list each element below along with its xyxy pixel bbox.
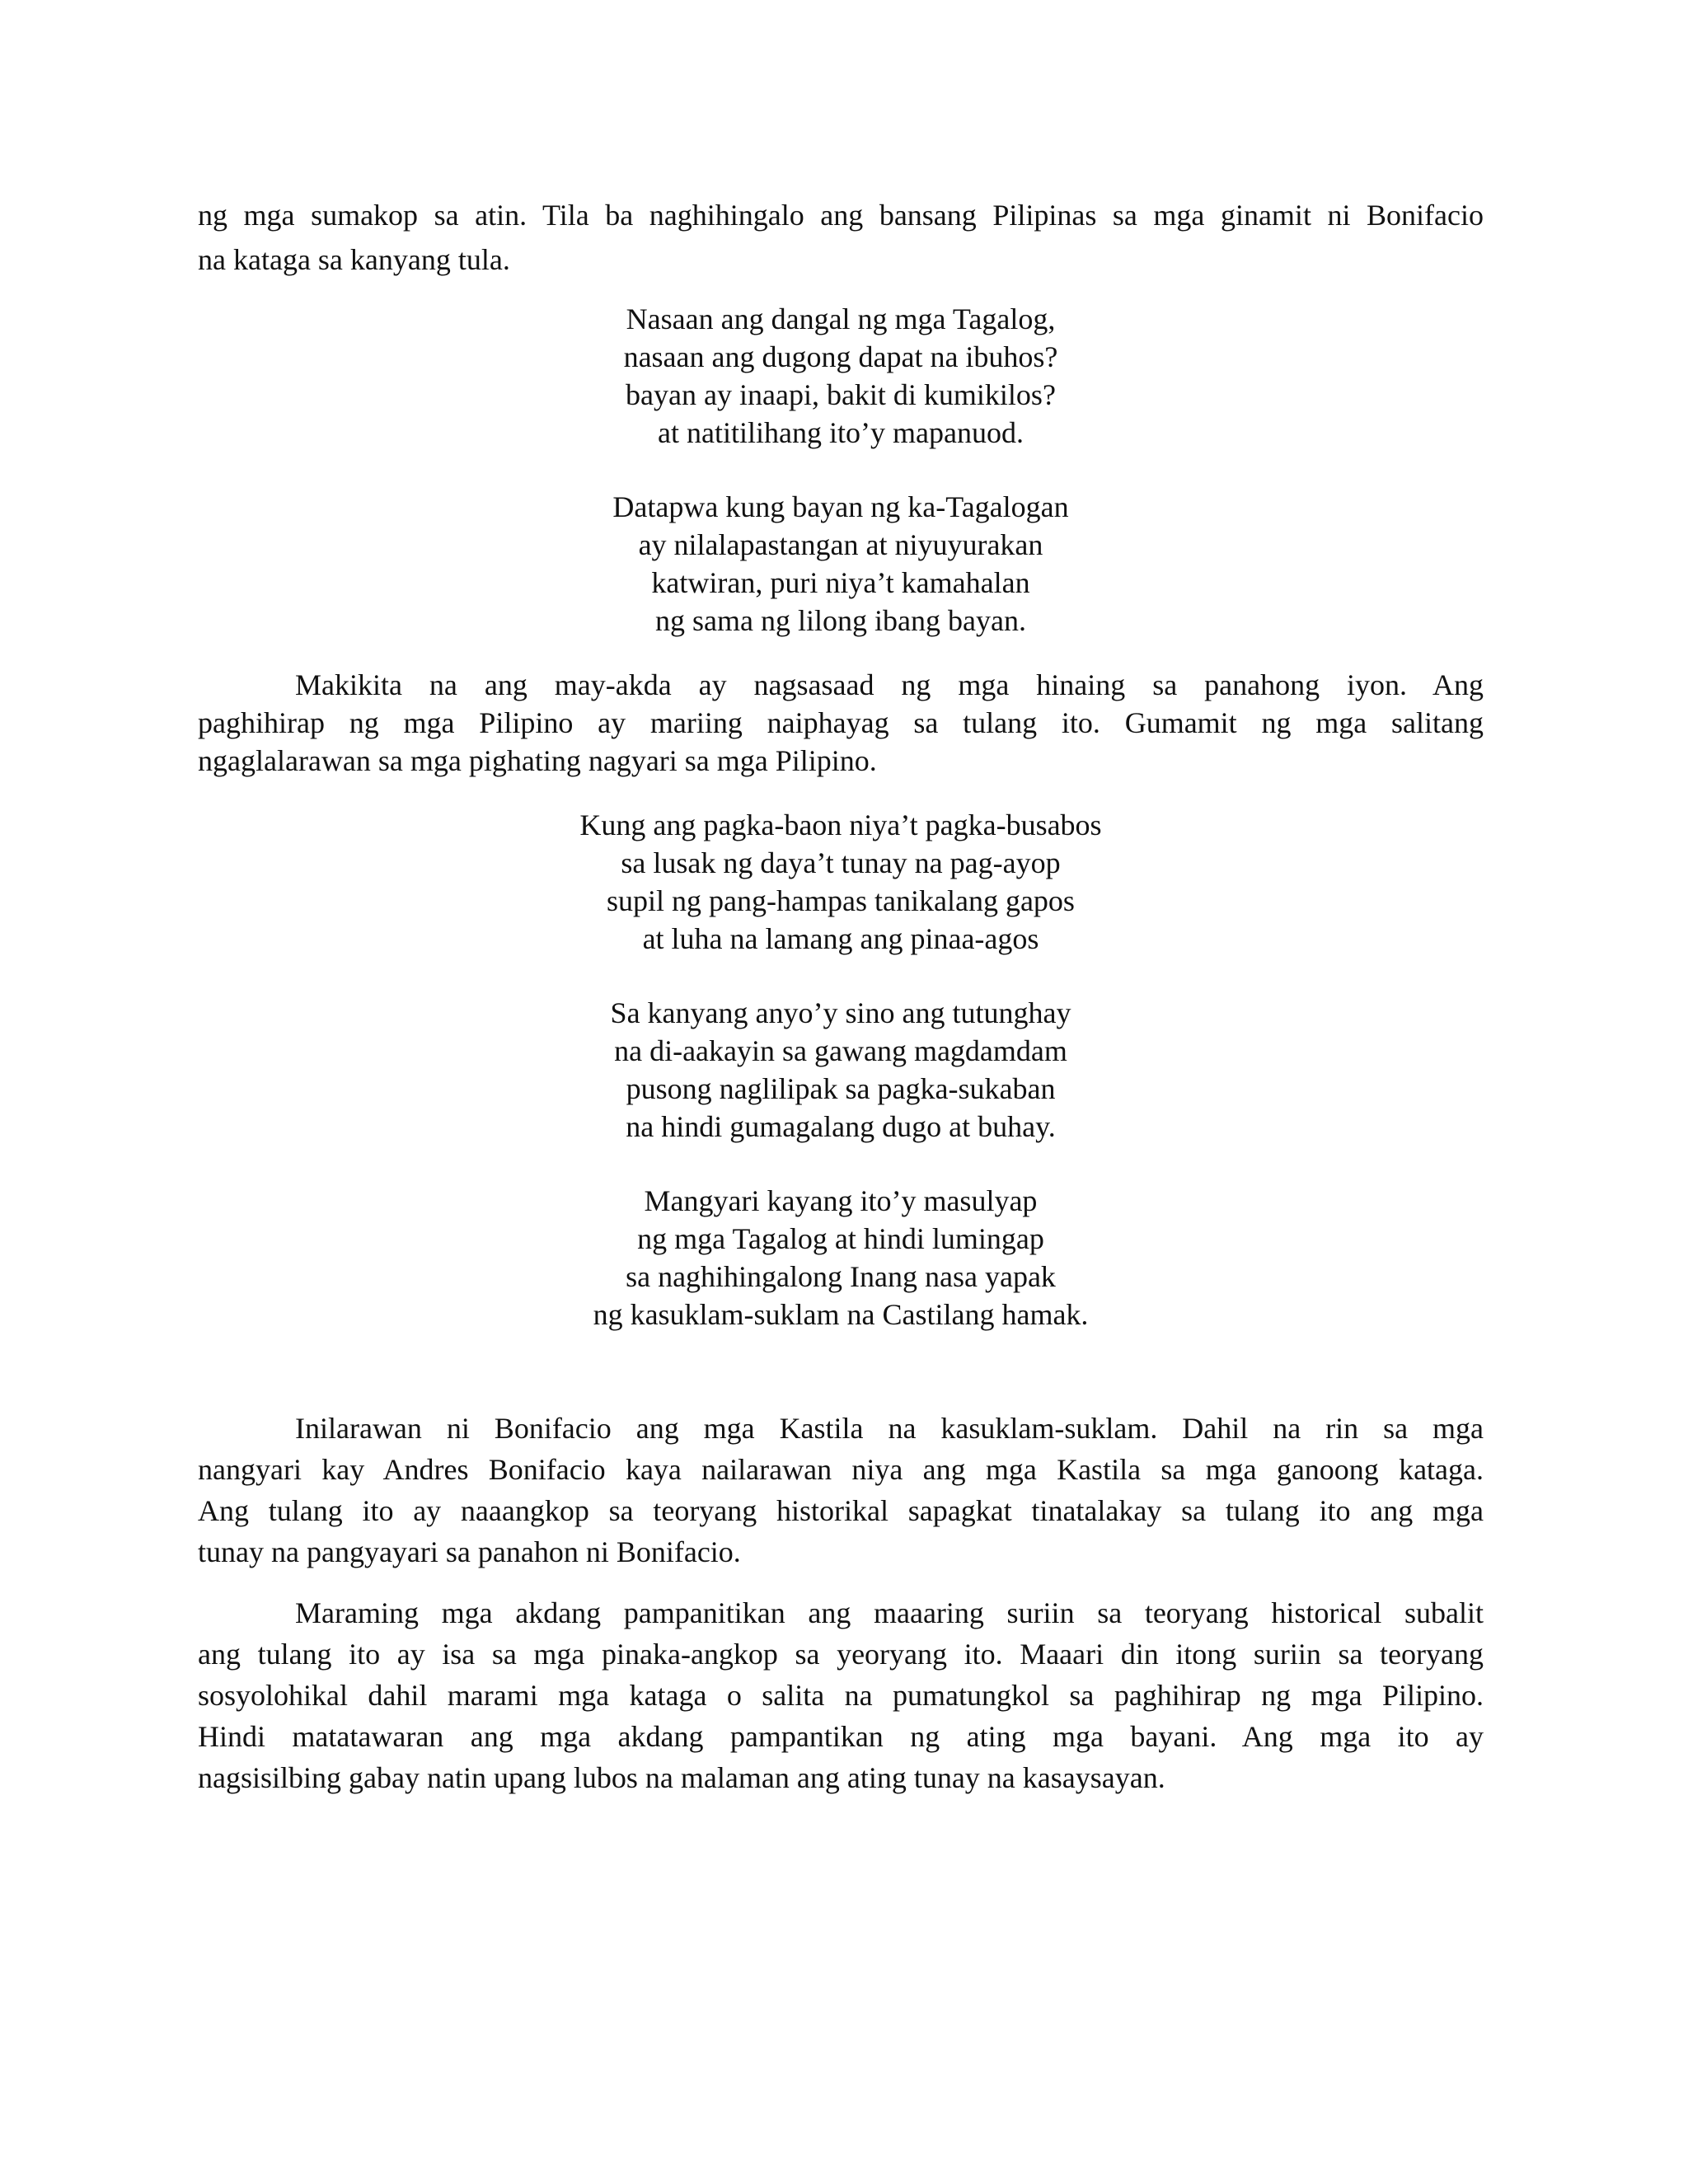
paragraph-line: tunay na pangyayari sa panahon ni Bonifacio. (198, 1535, 741, 1568)
commentary-paragraph-1 (198, 666, 1484, 780)
conclusion-paragraph (198, 1592, 1484, 1798)
poem-line: Nasaan ang dangal ng mga Tagalog, (626, 302, 1056, 335)
poem-line: at natitilihang ito’y mapanuod. (658, 416, 1024, 449)
paragraph-line: na kataga sa kanyang tula. (198, 243, 510, 276)
poem-stanza-1 (198, 300, 1484, 452)
poem-line: Mangyari kayang ito’y masulyap (644, 1184, 1038, 1217)
poem-line: Datapwa kung bayan ng ka-Tagalogan (612, 490, 1069, 523)
poem-line: pusong naglilipak sa pagka-sukaban (626, 1072, 1056, 1105)
paragraph-line: Makikita na ang may-akda ay nagsasaad ng mga hinaing sa panahong iyon. Ang (295, 668, 1484, 701)
poem-stanza-2 (198, 488, 1484, 640)
poem-stanza-3 (198, 806, 1484, 958)
paragraph-line: ng mga sumakop sa atin. Tila ba naghihingalo ang bansang Pilipinas sa mga ginamit ni Bonifacio (198, 199, 1484, 232)
document-body (198, 194, 1484, 1798)
paragraph-line: nangyari kay Andres Bonifacio kaya nailarawan niya ang mga Kastila sa mga ganoong kataga. (198, 1453, 1484, 1486)
intro-paragraph (198, 194, 1484, 280)
poem-line: ng sama ng lilong ibang bayan. (655, 604, 1026, 637)
poem-line: Sa kanyang anyo’y sino ang tutunghay (610, 996, 1071, 1029)
paragraph-line: sosyolohikal dahil marami mga kataga o salita na pumatungkol sa paghihirap ng mga Pilipino. (198, 1679, 1484, 1712)
paragraph-line: Ang tulang ito ay naaangkop sa teoryang historikal sapagkat tinatalakay sa tulang ito ang mga (198, 1494, 1484, 1527)
poem-line: ng kasuklam-suklam na Castilang hamak. (593, 1298, 1089, 1331)
paragraph-line: paghihirap ng mga Pilipino ay mariing naiphayag sa tulang ito. Gumamit ng mga salitang (198, 706, 1484, 739)
poem-line: ay nilalapastangan at niyuyurakan (638, 528, 1043, 561)
poem-line: at luha na lamang ang pinaa-agos (642, 922, 1039, 955)
paragraph-line: Maraming mga akdang pampanitikan ang maaaring suriin sa teoryang historical subalit (295, 1596, 1484, 1629)
poem-stanza-4 (198, 994, 1484, 1146)
poem-stanza-5 (198, 1182, 1484, 1333)
poem-line: sa naghihingalong Inang nasa yapak (626, 1260, 1056, 1293)
commentary-paragraph-2 (198, 1408, 1484, 1572)
poem-line: katwiran, puri niya’t kamahalan (651, 566, 1030, 599)
poem-line: bayan ay inaapi, bakit di kumikilos? (626, 378, 1056, 411)
paragraph-line: ang tulang ito ay isa sa mga pinaka-angkop sa yeoryang ito. Maaari din itong suriin sa teoryang (198, 1638, 1484, 1671)
paragraph-line: nagsisilbing gabay natin upang lubos na malaman ang ating tunay na kasaysayan. (198, 1761, 1165, 1794)
poem-line: ng mga Tagalog at hindi lumingap (637, 1222, 1044, 1255)
poem-line: sa lusak ng daya’t tunay na pag-ayop (621, 846, 1061, 879)
poem-line: Kung ang pagka-baon niya’t pagka-busabos (579, 808, 1102, 841)
poem-line: na hindi gumagalang dugo at buhay. (626, 1110, 1056, 1143)
paragraph-line: Inilarawan ni Bonifacio ang mga Kastila na kasuklam-suklam. Dahil na rin sa mga (295, 1412, 1484, 1445)
poem-line: na di-aakayin sa gawang magdamdam (614, 1034, 1067, 1067)
paragraph-line: ngaglalarawan sa mga pighating nagyari sa mga Pilipino. (198, 744, 877, 777)
paragraph-line: Hindi matatawaran ang mga akdang pampantikan ng ating mga bayani. Ang mga ito ay (198, 1720, 1484, 1753)
poem-line: nasaan ang dugong dapat na ibuhos? (623, 340, 1058, 373)
poem-line: supil ng pang-hampas tanikalang gapos (607, 884, 1075, 917)
